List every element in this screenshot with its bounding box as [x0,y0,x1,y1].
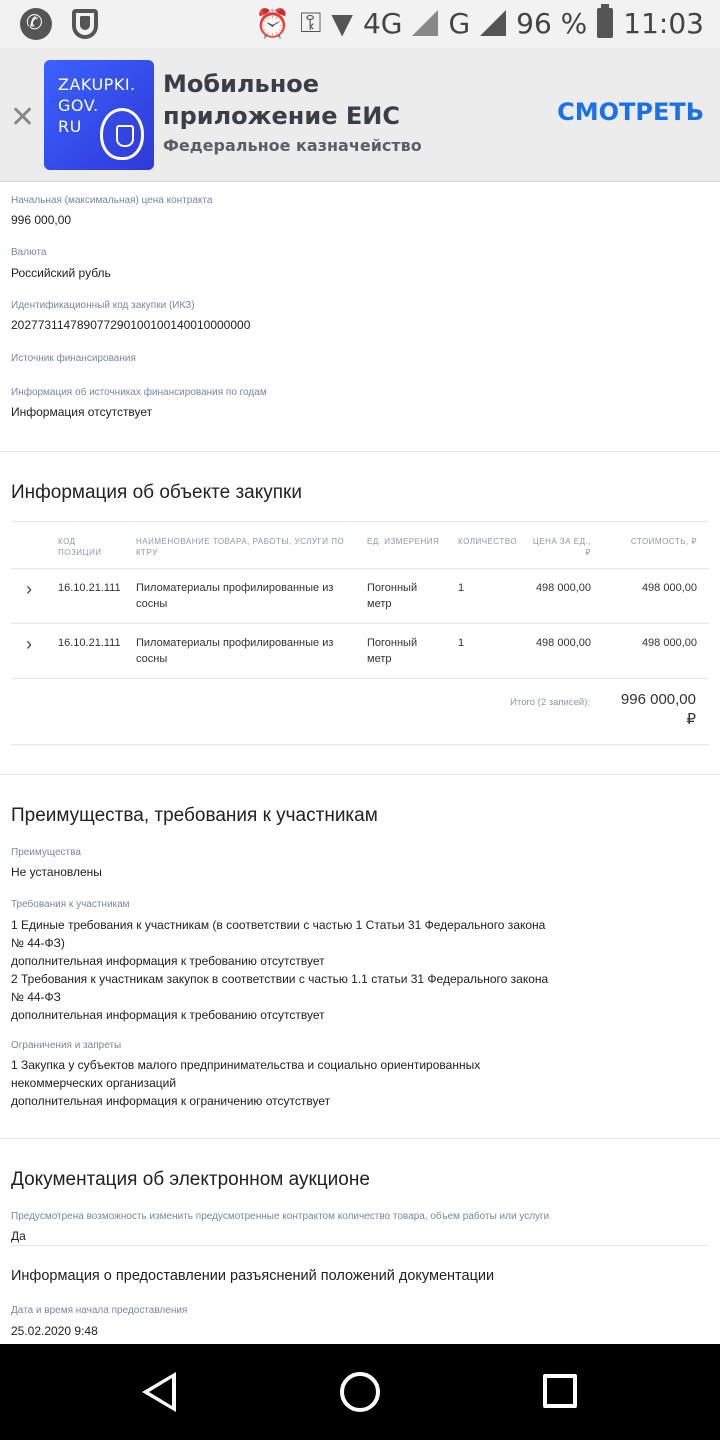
table-bottom-border [11,678,709,679]
advantages-label: Преимущества [11,847,81,858]
clarification-start-label: Дата и время начала предоставления [11,1305,188,1316]
network-type-g: G [448,6,471,40]
total-amount: 996 000,00 [620,691,696,708]
zakupki-app-logo [44,60,154,170]
total-label: Итого (2 записей): [510,697,590,708]
total-currency: ₽ [686,711,696,728]
wifi-icon: ▼ [331,6,353,40]
ikz-label: Идентификационный код закупки (ИКЗ) [11,300,195,311]
key-icon: ⚿ [300,6,322,39]
requirement-line: 2 Требования к участникам закупок в соответствии с частью 1.1 статьи 31 Федерального закона [11,972,549,986]
row-code: 16.10.21.111 [58,637,121,649]
participant-requirements-value [11,916,548,1024]
section-divider [0,774,720,775]
row-unit: Погонный метр [367,582,418,610]
row-cost: 498 000,00 [641,637,697,649]
section-divider [0,1138,720,1139]
row-unit: Погонный метр [367,637,418,665]
status-bar [0,0,720,48]
logo-line-2: GOV. [58,96,99,115]
documentation-section-title: Документация об электронном аукционе [11,1169,370,1190]
banner-subtitle: Федеральное казначейство [163,136,422,155]
banner-title: Мобильное приложение ЕИС [163,70,400,130]
row-code: 16.10.21.111 [58,582,121,594]
row-name: Пиломатериалы профилированные из сосны [136,582,334,610]
row-price: 498 000,00 [535,582,591,594]
field-divider [11,1245,709,1246]
currency-label: Валюта [11,247,47,258]
restriction-line: 1 Закупка у субъектов малого предпринимательства и социально ориентированных [11,1058,481,1072]
requirement-line: 1 Единые требования к участникам (в соответствии с частью 1 Статьи 31 Федерального закона [11,918,546,932]
advantages-value: Не установлены [11,865,102,879]
logo-line-3: RU [58,117,82,136]
eagle-emblem-icon [100,108,144,160]
logo-line-1: ZAKUPKI. [58,75,136,94]
signal-strength-icon [412,10,438,36]
row-name: Пиломатериалы профилированные из сосны [136,637,334,665]
alarm-icon: ⏰ [255,6,291,40]
recent-apps-button-icon[interactable] [543,1374,577,1408]
header-code[interactable]: КОД ПОЗИЦИИ [58,537,102,557]
restriction-line: некоммерческих организаций [11,1076,177,1090]
nmck-value: 996 000,00 [11,213,72,227]
battery-icon [597,8,613,38]
signal-strength-icon-2 [480,10,506,36]
funding-by-years-label: Информация об источниках финансирования по годам [11,387,267,398]
object-section-title: Информация об объекте закупки [11,482,302,503]
view-app-button[interactable]: СМОТРЕТЬ [557,98,704,126]
total-value [621,690,696,730]
clock: 11:03 [623,6,704,40]
shield-icon [72,9,98,39]
header-price[interactable]: ЦЕНА ЗА ЕД., ₽ [532,537,591,557]
row-qty: 1 [458,637,465,649]
procurement-details [0,183,720,1344]
header-name[interactable]: НАИМЕНОВАНИЕ ТОВАРА, РАБОТЫ, УСЛУГИ ПО КТРУ [136,537,345,557]
app-install-banner [0,48,720,182]
row-price: 498 000,00 [535,637,591,649]
header-cost[interactable]: СТОИМОСТЬ, ₽ [630,537,697,546]
network-type-4g: 4G [362,6,403,40]
requirement-line: дополнительная информация к требованию отсутствует [11,1008,325,1022]
table-header-border [11,568,709,569]
row-cost: 498 000,00 [641,582,697,594]
requirement-line: № 44-ФЗ [11,990,61,1004]
section-divider [0,451,720,452]
requirement-line: дополнительная информация к требованию отсутствует [11,954,325,968]
back-button-icon[interactable] [142,1372,176,1412]
system-navigation-bar [0,1344,720,1440]
requirement-line: № 44-ФЗ) [11,936,65,950]
total-border [11,744,709,745]
change-quantity-value: Да [11,1229,26,1243]
phone-call-icon [20,8,52,40]
clarification-start-value: 25.02.2020 9:48 [11,1324,98,1338]
expand-row-chevron-icon[interactable]: › [26,579,32,599]
restrictions-label: Ограничения и запреты [11,1040,122,1051]
clarifications-subtitle: Информация о предоставлении разъяснений положений документации [11,1268,495,1284]
header-unit[interactable]: ЕД. ИЗМЕРЕНИЯ [367,537,440,546]
battery-percent: 96 % [516,6,588,40]
row-divider [11,623,709,624]
table-top-border [11,521,709,522]
header-qty[interactable]: КОЛИЧЕСТВО [458,537,518,546]
funding-source-label: Источник финансирования [11,353,136,364]
row-qty: 1 [458,582,465,594]
restrictions-value [11,1056,480,1110]
currency-value: Российский рубль [11,266,111,280]
close-banner-button[interactable]: ✕ [10,101,36,134]
requirements-section-title: Преимущества, требования к участникам [11,805,378,826]
change-quantity-label: Предусмотрена возможность изменить предусмотренные контрактом количество товара, объем работы или услуги [11,1211,550,1222]
nmck-label: Начальная (максимальная) цена контракта [11,195,213,206]
funding-by-years-value: Информация отсутствует [11,405,153,419]
expand-row-chevron-icon[interactable]: › [26,634,32,654]
home-button-icon[interactable] [340,1372,380,1412]
ikz-value: 202773114789077290100100140010000000 [11,318,251,332]
participant-requirements-label: Требования к участникам [11,899,130,910]
restriction-line: дополнительная информация к ограничению отсутствует [11,1094,331,1108]
